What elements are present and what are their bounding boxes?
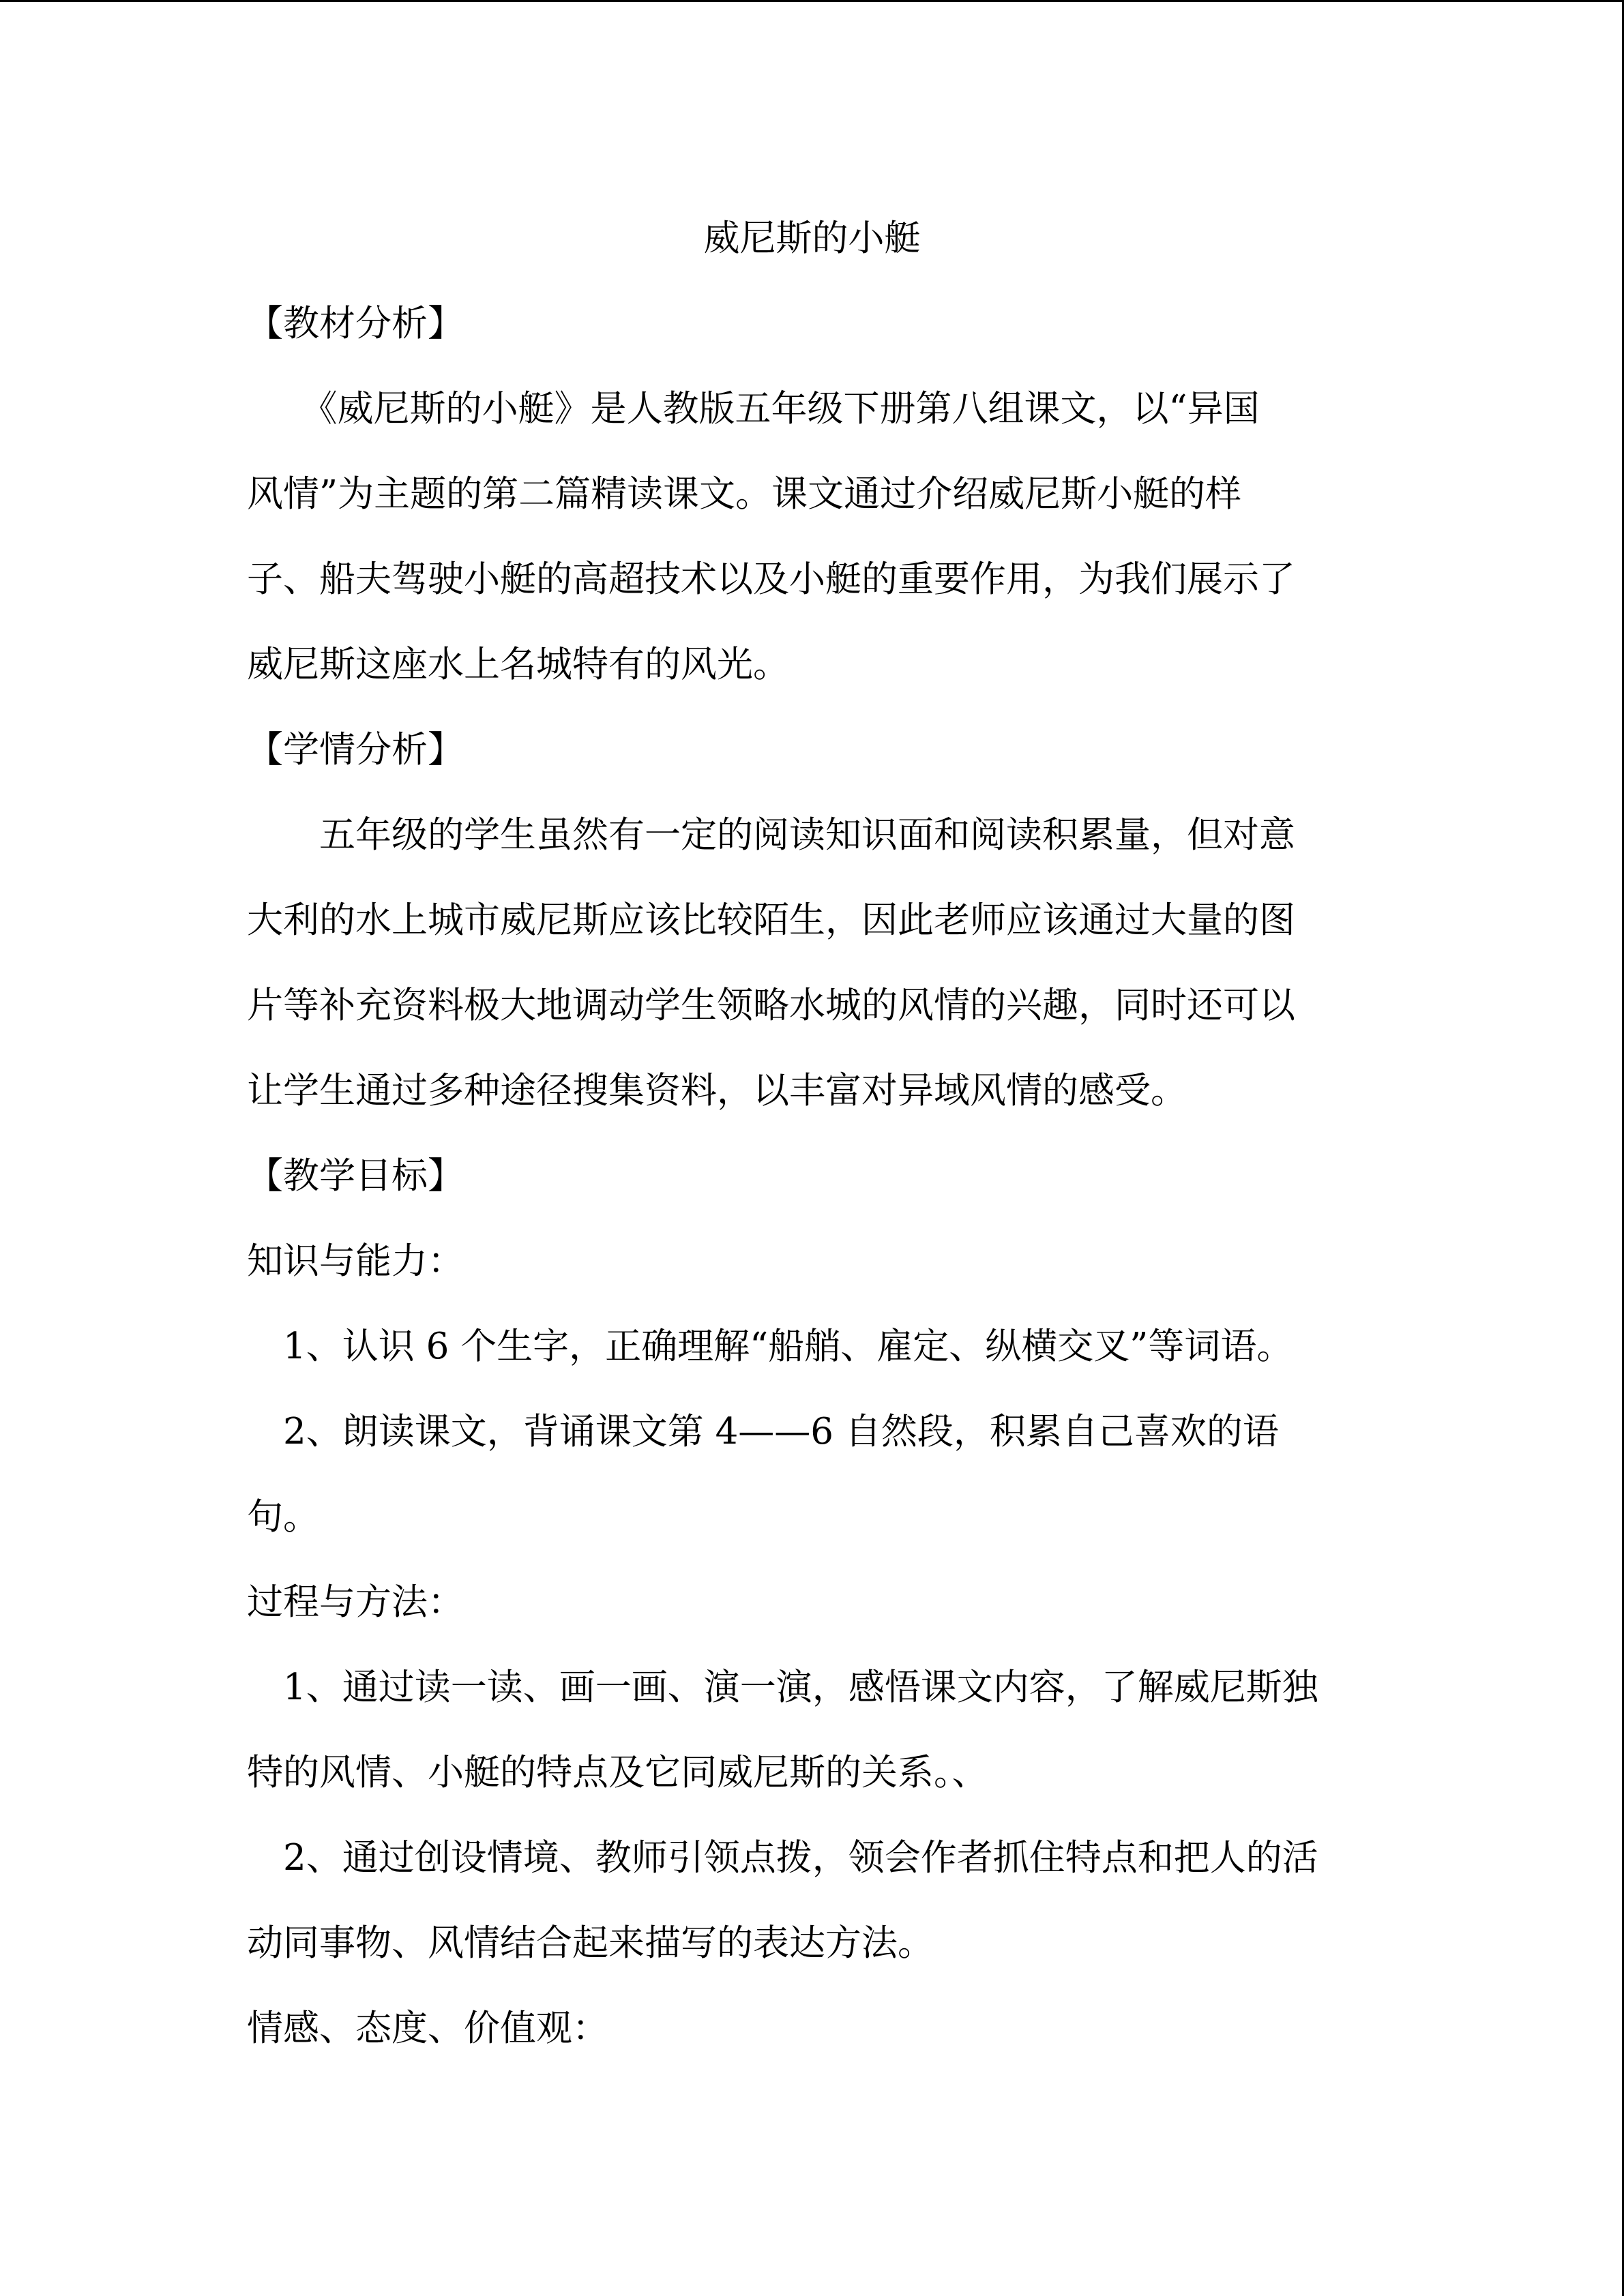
paragraph-line: 让学生通过多种途径搜集资料，以丰富对异域风情的感受。 xyxy=(247,1070,1187,1112)
section-heading-student-analysis: 【学情分析】 xyxy=(247,729,464,771)
subheading-process-method: 过程与方法： xyxy=(247,1581,464,1623)
list-item: 1、通过读一读、画一画、演一演，感悟课文内容，了解威尼斯独 xyxy=(247,1667,1318,1708)
paragraph-line: 子、船夫驾驶小艇的高超技术以及小艇的重要作用，为我们展示了 xyxy=(247,558,1295,600)
top-border-line xyxy=(0,0,1624,2)
paragraph-line: 《威尼斯的小艇》是人教版五年级下册第八组课文，以“异国 xyxy=(247,388,1260,430)
paragraph-line: 大利的水上城市威尼斯应该比较陌生，因此老师应该通过大量的图 xyxy=(247,899,1295,941)
section-heading-teaching-goals: 【教学目标】 xyxy=(247,1155,464,1197)
list-item-continuation: 句。 xyxy=(247,1496,319,1538)
paragraph-line: 风情”为主题的第二篇精读课文。课文通过介绍威尼斯小艇的样 xyxy=(247,473,1242,515)
section-heading-textbook-analysis: 【教材分析】 xyxy=(247,303,464,344)
paragraph-line: 五年级的学生虽然有一定的阅读知识面和阅读积累量，但对意 xyxy=(247,814,1295,856)
document-title: 威尼斯的小艇 xyxy=(703,218,921,259)
list-item: 2、朗读课文，背诵课文第 4——6 自然段，积累自己喜欢的语 xyxy=(247,1411,1279,1452)
paragraph-line: 威尼斯这座水上名城特有的风光。 xyxy=(247,644,789,685)
list-item-continuation: 动同事物、风情结合起来描写的表达方法。 xyxy=(247,1922,934,1964)
list-item: 2、通过创设情境、教师引领点拨，领会作者抓住特点和把人的活 xyxy=(247,1837,1318,1879)
subheading-knowledge-ability: 知识与能力： xyxy=(247,1240,464,1282)
subheading-emotion-attitude-values: 情感、态度、价值观： xyxy=(247,2008,608,2049)
list-item: 1、认识 6 个生字，正确理解“船艄、雇定、纵横交叉”等词语。 xyxy=(247,1326,1293,1367)
paragraph-line: 片等补充资料极大地调动学生领略水城的风情的兴趣，同时还可以 xyxy=(247,985,1295,1026)
list-item-continuation: 特的风情、小艇的特点及它同威尼斯的关系。、 xyxy=(247,1752,988,1793)
